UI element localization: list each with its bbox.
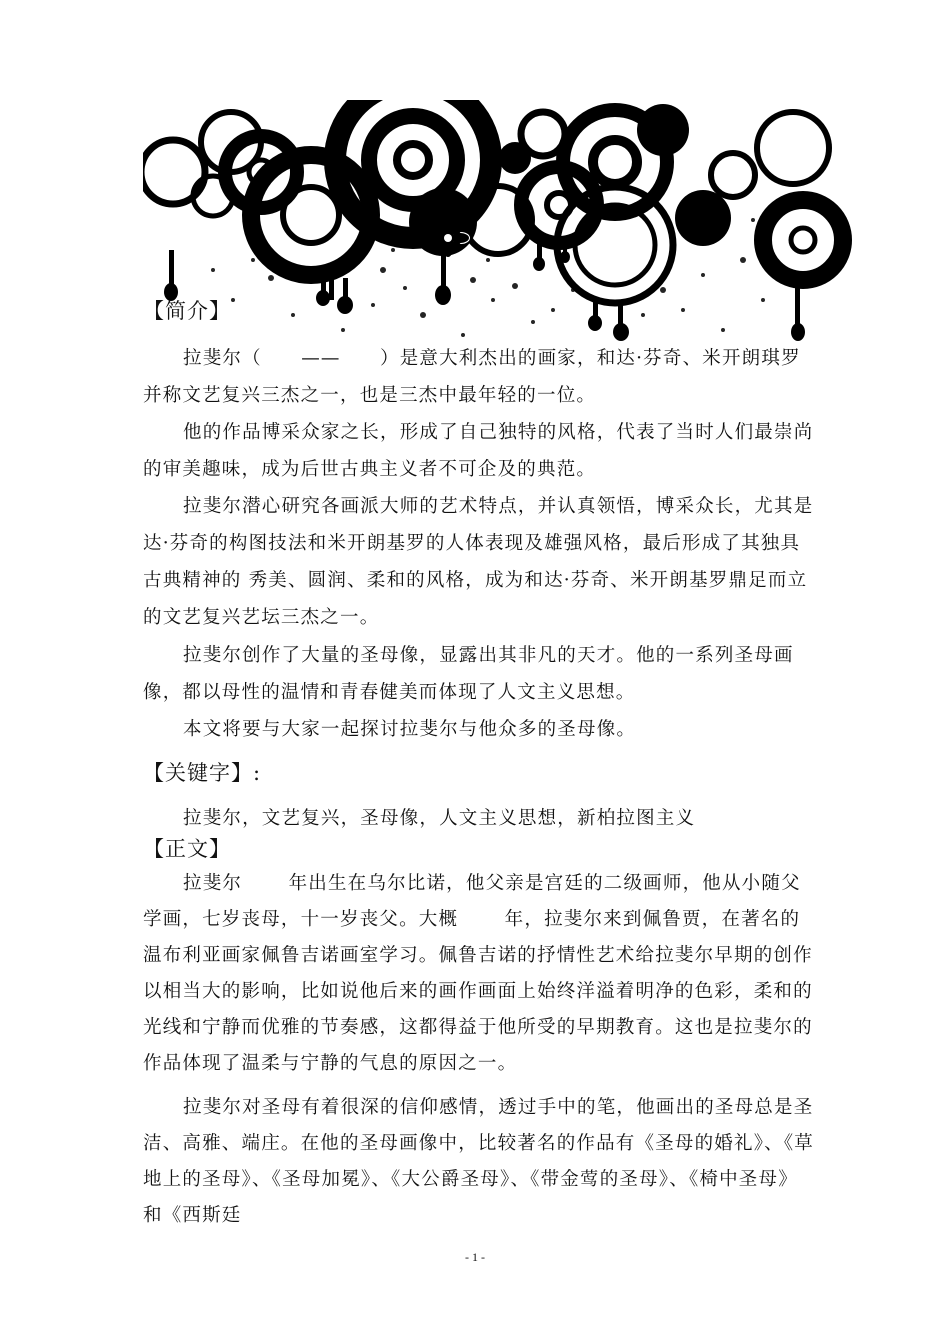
intro-heading: 【简介】 [143, 299, 231, 323]
body-paragraph-1: 拉斐尔 年出生在乌尔比诺，他父亲是宫廷的二级画师，他从小随父学画，七岁丧母，十一岁丧父。大概 年，拉斐尔来到佩鲁贾，在著名的温布利亚画家佩鲁吉诺画室学习。佩鲁吉诺的抒情性艺术给拉斐尔早期的创作以相当大的影响，比如说他后来的画作画面上始终洋溢着明净的色彩，柔和的光线和宁静而优雅的节奏感，这都得益于他所受的早期教育。这也是拉斐尔的作品体现了温柔与宁静的气息的原因之一。 [143, 873, 813, 1074]
keywords-heading: 【关键字】: [143, 761, 262, 785]
intro-paragraph-3: 拉斐尔潜心研究各画派大师的艺术特点，并认真领悟，博采众长，尤其是达·芬奇的构图技法和米开朗基罗的人体表现及雄强风格，最后形成了其独具古典精神的 秀美、圆润、柔和的风格，成为和达·芬奇、米开朗基罗鼎足而立的文艺复兴艺坛三杰之一。 [143, 496, 814, 628]
intro-paragraph-5: 本文将要与大家一起探讨拉斐尔与他众多的圣母像。 [183, 719, 637, 740]
decorative-circles-banner [143, 100, 853, 345]
intro-paragraph-2: 他的作品博采众家之长，形成了自己独特的风格，代表了当时人们最崇尚的审美趣味，成为后世古典主义者不可企及的典范。 [143, 422, 814, 480]
body-paragraph-2: 拉斐尔对圣母有着很深的信仰感情，透过手中的笔，他画出的圣母总是圣洁、高雅、端庄。在他的圣母画像中，比较著名的作品有《圣母的婚礼》、《草地上的圣母》、《圣母加冕》、《大公爵圣母》、《带金莺的圣母》、《椅中圣母》和《西斯廷 [143, 1097, 815, 1226]
intro-paragraph-4: 拉斐尔创作了大量的圣母像，显露出其非凡的天才。他的一系列圣母画像，都以母性的温情和青春健美而体现了人文主义思想。 [143, 645, 794, 703]
body-heading: 【正文】 [143, 837, 231, 861]
intro-paragraph-1: 拉斐尔（ —— ）是意大利杰出的画家，和达·芬奇、米开朗琪罗并称文艺复兴三杰之一，也是三杰中最年轻的一位。 [143, 348, 801, 406]
page-number: - 1 - [465, 1250, 485, 1264]
keywords-list: 拉斐尔，文艺复兴，圣母像，人文主义思想，新柏拉图主义 [183, 808, 696, 829]
